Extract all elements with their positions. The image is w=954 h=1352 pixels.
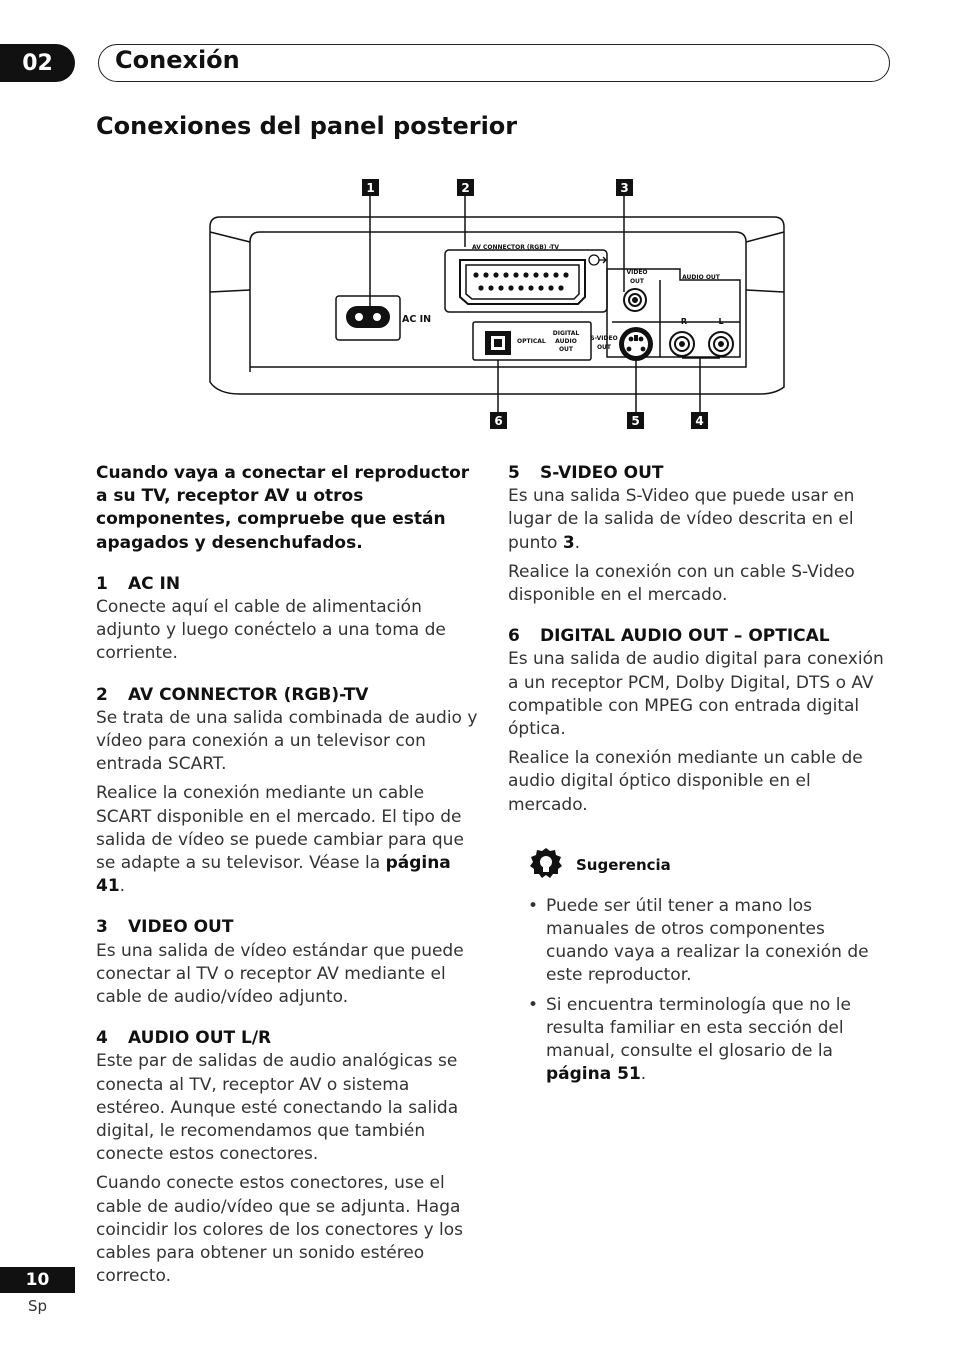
tip-bullet: • Si encuentra terminología que no le resulta familiar en esta sección del manual, consulte el glosario de la página 51. (508, 994, 888, 1087)
lightbulb-icon (528, 847, 564, 883)
tip-header (528, 847, 888, 883)
callout-4 (691, 412, 708, 429)
item-text: Es una salida de vídeo estándar que puede conectar al TV o receptor AV mediante el cable de audio/vídeo adjunto. (96, 940, 464, 1008)
item-text: Conecte aquí el cable de alimentación adjunto y luego conéctelo a una toma de corriente. (96, 597, 446, 664)
item-av-connector (96, 684, 478, 899)
chapter-number: 02 (22, 50, 53, 76)
callout-5 (627, 412, 644, 429)
svg-text:2: 2 (461, 181, 470, 195)
chapter-number-badge (0, 44, 75, 82)
label-optical: OPTICAL (517, 338, 546, 345)
left-column (96, 462, 478, 1307)
svg-text:6: 6 (494, 414, 503, 428)
item-heading: 5 S-VIDEO OUT (508, 463, 664, 483)
language-code: Sp (28, 1297, 48, 1315)
svg-text:1: 1 (366, 181, 375, 195)
callout-1 (362, 179, 379, 196)
tip-list (508, 895, 888, 1087)
item-text: Este par de salidas de audio analógicas se conecta al TV, receptor AV o sistema estéreo. Aunque esté conectando la salida digital, le recomendamos que también conecte estos conectores. (96, 1051, 459, 1165)
item-heading: 3 VIDEO OUT (96, 917, 234, 938)
item-digital-audio-out (508, 625, 888, 817)
label-l: L (718, 317, 724, 326)
item-heading: 1 AC IN (96, 573, 181, 594)
item-audio-out (96, 1027, 478, 1288)
rear-panel-diagram (200, 172, 800, 442)
label-s-video-out: OUT (596, 344, 612, 351)
label-out: OUT (558, 346, 574, 353)
label-digital: DIGITAL (552, 330, 580, 337)
item-text: Realice la conexión con un cable S-Video disponible en el mercado. (508, 561, 855, 606)
item-video-out (96, 916, 478, 1009)
label-s-video: S-VIDEO (590, 335, 618, 342)
callout-3 (616, 179, 633, 196)
item-text: Se trata de una salida combinada de audio y vídeo para conexión a un televisor con entrada SCART. (96, 707, 478, 775)
label-video-out-1: VIDEO (626, 269, 648, 276)
label-r: R (680, 317, 688, 326)
item-heading: 2 AV CONNECTOR (RGB)-TV (96, 684, 369, 705)
label-audio-out: AUDIO OUT (682, 274, 720, 281)
item-heading: 4 AUDIO OUT L/R (96, 1028, 272, 1049)
chapter-title: Conexión (115, 46, 240, 74)
page-title: Conexiones del panel posterior (96, 112, 518, 140)
tip-label: Sugerencia (576, 855, 671, 874)
item-s-video-out (508, 462, 888, 607)
callout-2 (457, 179, 474, 196)
item-text: Realice la conexión mediante un cable SCART disponible en el mercado. El tipo de salida de vídeo se puede cambiar para que se adapte a su televisor. Véase la página 41. (96, 783, 464, 897)
intro-warning: Cuando vaya a conectar el reproductor a su TV, receptor AV u otros componentes, compruebe que están apagados y desenchufados. (96, 463, 470, 553)
item-text: Es una salida de audio digital para conexión a un receptor PCM, Dolby Digital, DTS o AV compatible con MPEG con entrada digital óptica. (508, 649, 884, 740)
label-audio: AUDIO (555, 338, 577, 345)
page-reference: página 51 (546, 1064, 641, 1085)
item-text: Realice la conexión mediante un cable de audio digital óptico disponible en el mercado. (508, 748, 863, 815)
right-column (508, 462, 888, 1092)
svg-text:3: 3 (620, 181, 629, 195)
label-video-out-2: OUT (629, 278, 645, 285)
tip-bullet: • Puede ser útil tener a mano los manuales de otros componentes cuando vaya a realizar la conexión de este reproductor. (508, 895, 888, 988)
item-ac-in (96, 573, 478, 666)
item-text: Cuando conecte estos conectores, use el cable de audio/vídeo que se adjunta. Haga coincidir los colores de los conectores y los cables para obtener un sonido estéreo correcto. (96, 1173, 464, 1287)
label-ac-in: AC IN (402, 314, 432, 325)
page-reference: página 41 (96, 853, 451, 897)
item-heading: 6 DIGITAL AUDIO OUT – OPTICAL (508, 626, 830, 647)
page-number: 10 (0, 1267, 75, 1293)
callout-6 (490, 412, 507, 429)
label-av-connector: AV CONNECTOR (RGB) -TV (472, 244, 559, 251)
svg-text:5: 5 (631, 414, 640, 428)
item-text: Es una salida S-Video que puede usar en lugar de la salida de vídeo descrita en el punto 3. (508, 486, 855, 553)
svg-text:4: 4 (695, 414, 704, 428)
